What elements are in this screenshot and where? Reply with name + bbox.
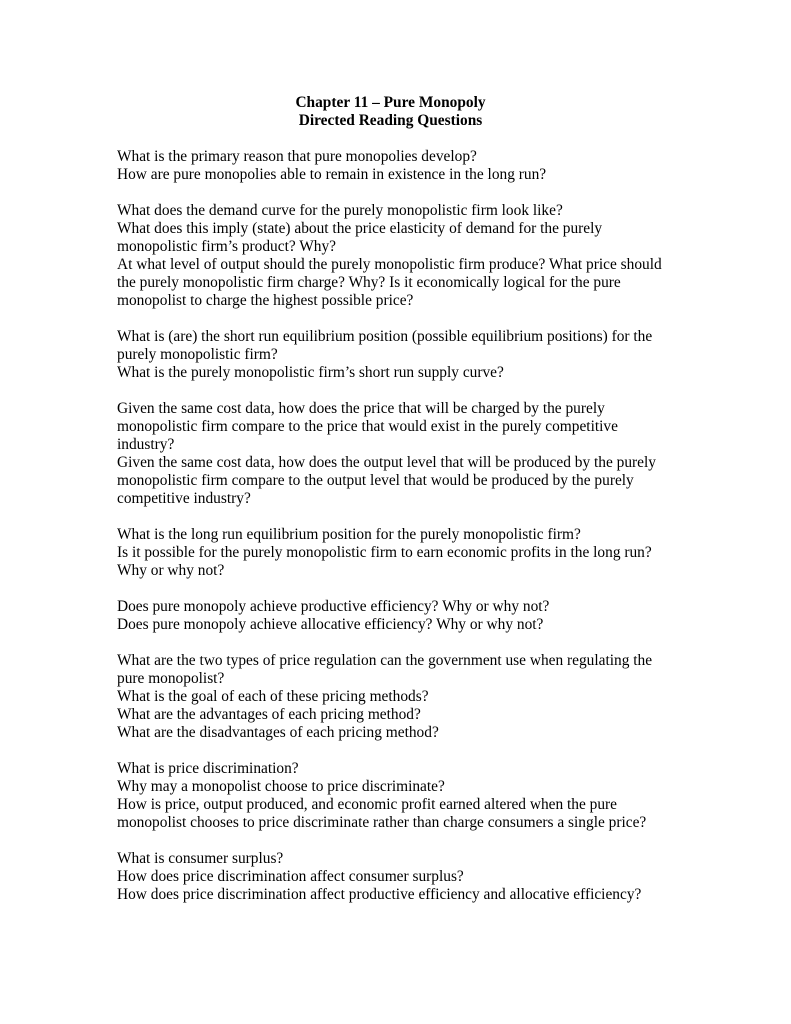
question-group-6 (117, 598, 677, 634)
question-group-9 (117, 850, 677, 904)
question: How does price discrimination affect productive efficiency and allocative efficiency? (117, 886, 642, 903)
question: Is it possible for the purely monopolistic firm to earn economic profits in the long run? Why or why not? (117, 544, 652, 579)
question-group-5 (117, 526, 677, 580)
question-list (117, 148, 677, 904)
question: What are the two types of price regulation can the government use when regulating the pure monopolist? (117, 652, 653, 687)
question-group-4 (117, 400, 677, 508)
title-block (104, 94, 677, 130)
document-page (117, 94, 677, 904)
question: What does this imply (state) about the price elasticity of demand for the purely monopolistic firm’s product? Why? (117, 220, 603, 255)
question: What is consumer surplus? (117, 850, 284, 867)
document-title: Chapter 11 – Pure Monopoly (295, 94, 486, 111)
question: Why may a monopolist choose to price discriminate? (117, 778, 445, 795)
question-group-2 (117, 202, 677, 310)
question: How is price, output produced, and economic profit earned altered when the pure monopolist chooses to price discriminate rather than charge consumers a single price? (117, 796, 647, 831)
question-group-7 (117, 652, 677, 742)
question: Does pure monopoly achieve productive efficiency? Why or why not? (117, 598, 550, 615)
question: What is the long run equilibrium position for the purely monopolistic firm? (117, 526, 581, 543)
question: How does price discrimination affect consumer surplus? (117, 868, 464, 885)
question: How are pure monopolies able to remain in existence in the long run? (117, 166, 547, 183)
question-group-1 (117, 148, 677, 184)
question-group-8 (117, 760, 677, 832)
question: What is the purely monopolistic firm’s short run supply curve? (117, 364, 504, 381)
question: Does pure monopoly achieve allocative efficiency? Why or why not? (117, 616, 544, 633)
question: Given the same cost data, how does the price that will be charged by the purely monopolistic firm compare to the price that would exist in the purely competitive industry? (117, 400, 618, 453)
question: What is price discrimination? (117, 760, 299, 777)
question: What is the primary reason that pure monopolies develop? (117, 148, 477, 165)
question: What is (are) the short run equilibrium position (possible equilibrium positions) for the purely monopolistic firm? (117, 328, 653, 363)
question: Given the same cost data, how does the output level that will be produced by the purely monopolistic firm compare to the output level that would be produced by the purely competitive industry? (117, 454, 656, 507)
question: What is the goal of each of these pricing methods? (117, 688, 429, 705)
question-group-3 (117, 328, 677, 382)
question: What are the advantages of each pricing method? (117, 706, 421, 723)
question: At what level of output should the purely monopolistic firm produce? What price should the purely monopolistic firm charge? Why? Is it economically logical for the pure monopolist to charge the highest possible price? (117, 256, 662, 309)
question: What are the disadvantages of each pricing method? (117, 724, 439, 741)
document-subtitle: Directed Reading Questions (298, 112, 483, 129)
question: What does the demand curve for the purely monopolistic firm look like? (117, 202, 563, 219)
